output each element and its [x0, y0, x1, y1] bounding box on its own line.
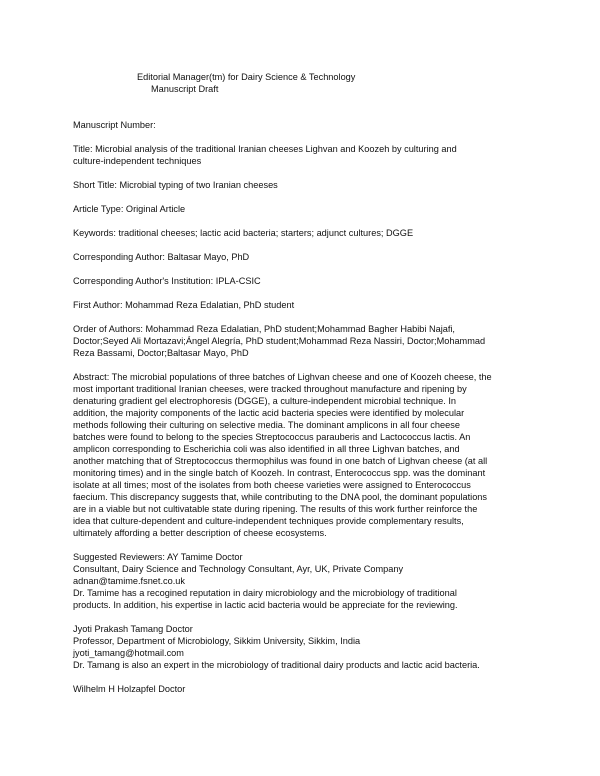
text-line: Suggested Reviewers: AY Tamime Doctor [73, 552, 243, 562]
suggested-reviewer-3 [73, 683, 563, 695]
first-author [73, 299, 563, 311]
document-page [73, 71, 563, 695]
text-line: Corresponding Author's Institution: IPLA-CSIC [73, 276, 261, 286]
text-line: denaturing gradient gel electrophoresis (DGGE), a culture-independent microbial technique. In [73, 396, 457, 406]
text-line: Article Type: Original Article [73, 204, 186, 214]
text-line: Abstract: The microbial populations of three batches of Lighvan cheese and one of Koozeh cheese, the [73, 372, 492, 382]
text-line: Title: Microbial analysis of the traditional Iranian cheeses Lighvan and Koozeh by culturing and [73, 144, 457, 154]
text-line: idea that culture-dependent and culture-independent techniques provide complementary results, [73, 516, 464, 526]
text-line: Keywords: traditional cheeses; lactic acid bacteria; starters; adjunct cultures; DGGE [73, 228, 414, 238]
document-header [137, 71, 563, 95]
manuscript-number [73, 119, 563, 131]
text-line: addition, the majority components of the lactic acid bacteria species were identified by molecular [73, 408, 465, 418]
text-line: batches were found to belong to the species Streptococcus parauberis and Lactococcus lactis. An [73, 432, 471, 442]
text-line: Professor, Department of Microbiology, Sikkim University, Sikkim, India [73, 636, 361, 646]
text-line: monitoring times) and in the single batch of Koozeh. In contrast, Enterococcus spp. was the dominant [73, 468, 486, 478]
text-line: jyoti_tamang@hotmail.com [73, 648, 184, 658]
suggested-reviewer-2 [73, 623, 563, 671]
text-line: First Author: Mohammad Reza Edalatian, PhD student [73, 300, 295, 310]
corresponding-author [73, 251, 563, 263]
text-line: Doctor;Seyed Ali Mortazavi;Ángel Alegría, PhD student;Mohammad Reza Nassiri, Doctor;Mohammad [73, 336, 486, 346]
text-line: methods following their culturing on selective media. The dominant amplicons in all four cheese [73, 420, 460, 430]
text-line: Order of Authors: Mohammad Reza Edalatian, PhD student;Mohammad Bagher Habibi Najafi, [73, 324, 455, 334]
short-title [73, 179, 563, 191]
text-line: are in a viable but not cultivatable state during ripening. The results of this work further reinforce the [73, 504, 478, 514]
text-line: ultimately affording a better description of cheese ecosystems. [73, 528, 327, 538]
text-line: Reza Bassami, Doctor;Baltasar Mayo, PhD [73, 348, 249, 358]
text-line: Dr. Tamime has a recogined reputation in dairy microbiology and the microbiology of traditional [73, 588, 457, 598]
article-type [73, 203, 563, 215]
header-journal: Editorial Manager(tm) for Dairy Science & Technology [137, 72, 356, 82]
text-line: faecium. This discrepancy suggests that, while contributing to the DNA pool, the dominant populations [73, 492, 488, 502]
manuscript-title [73, 143, 563, 167]
text-line: isolate at all times; most of the isolates from both cheese varieties were assigned to Enterococcus [73, 480, 471, 490]
text-line: Jyoti Prakash Tamang Doctor [73, 624, 193, 634]
suggested-reviewer-1 [73, 551, 563, 611]
text-line: most important traditional Iranian cheeses, were tracked throughout manufacture and ripening by [73, 384, 467, 394]
keywords [73, 227, 563, 239]
text-line: Short Title: Microbial typing of two Iranian cheeses [73, 180, 278, 190]
author-institution [73, 275, 563, 287]
text-line: Manuscript Number: [73, 120, 156, 130]
text-line: amplicon corresponding to Escherichia coli was also identified in all three Lighvan batches, and [73, 444, 460, 454]
text-line: Consultant, Dairy Science and Technology Consultant, Ayr, UK, Private Company [73, 564, 404, 574]
text-line: Wilhelm H Holzapfel Doctor [73, 684, 186, 694]
text-line: products. In addition, his expertise in lactic acid bacteria would be appreciate for the reviewing. [73, 600, 458, 610]
header-draft-label: Manuscript Draft [151, 84, 219, 94]
text-line: adnan@tamime.fsnet.co.uk [73, 576, 185, 586]
abstract [73, 371, 563, 539]
order-of-authors [73, 323, 563, 359]
text-line: Corresponding Author: Baltasar Mayo, PhD [73, 252, 250, 262]
text-line: Dr. Tamang is also an expert in the microbiology of traditional dairy products and lactic acid bacteria. [73, 660, 480, 670]
text-line: culture-independent techniques [73, 156, 202, 166]
text-line: another matching that of Streptococcus thermophilus was found in one batch of Lighvan cheese (at all [73, 456, 488, 466]
